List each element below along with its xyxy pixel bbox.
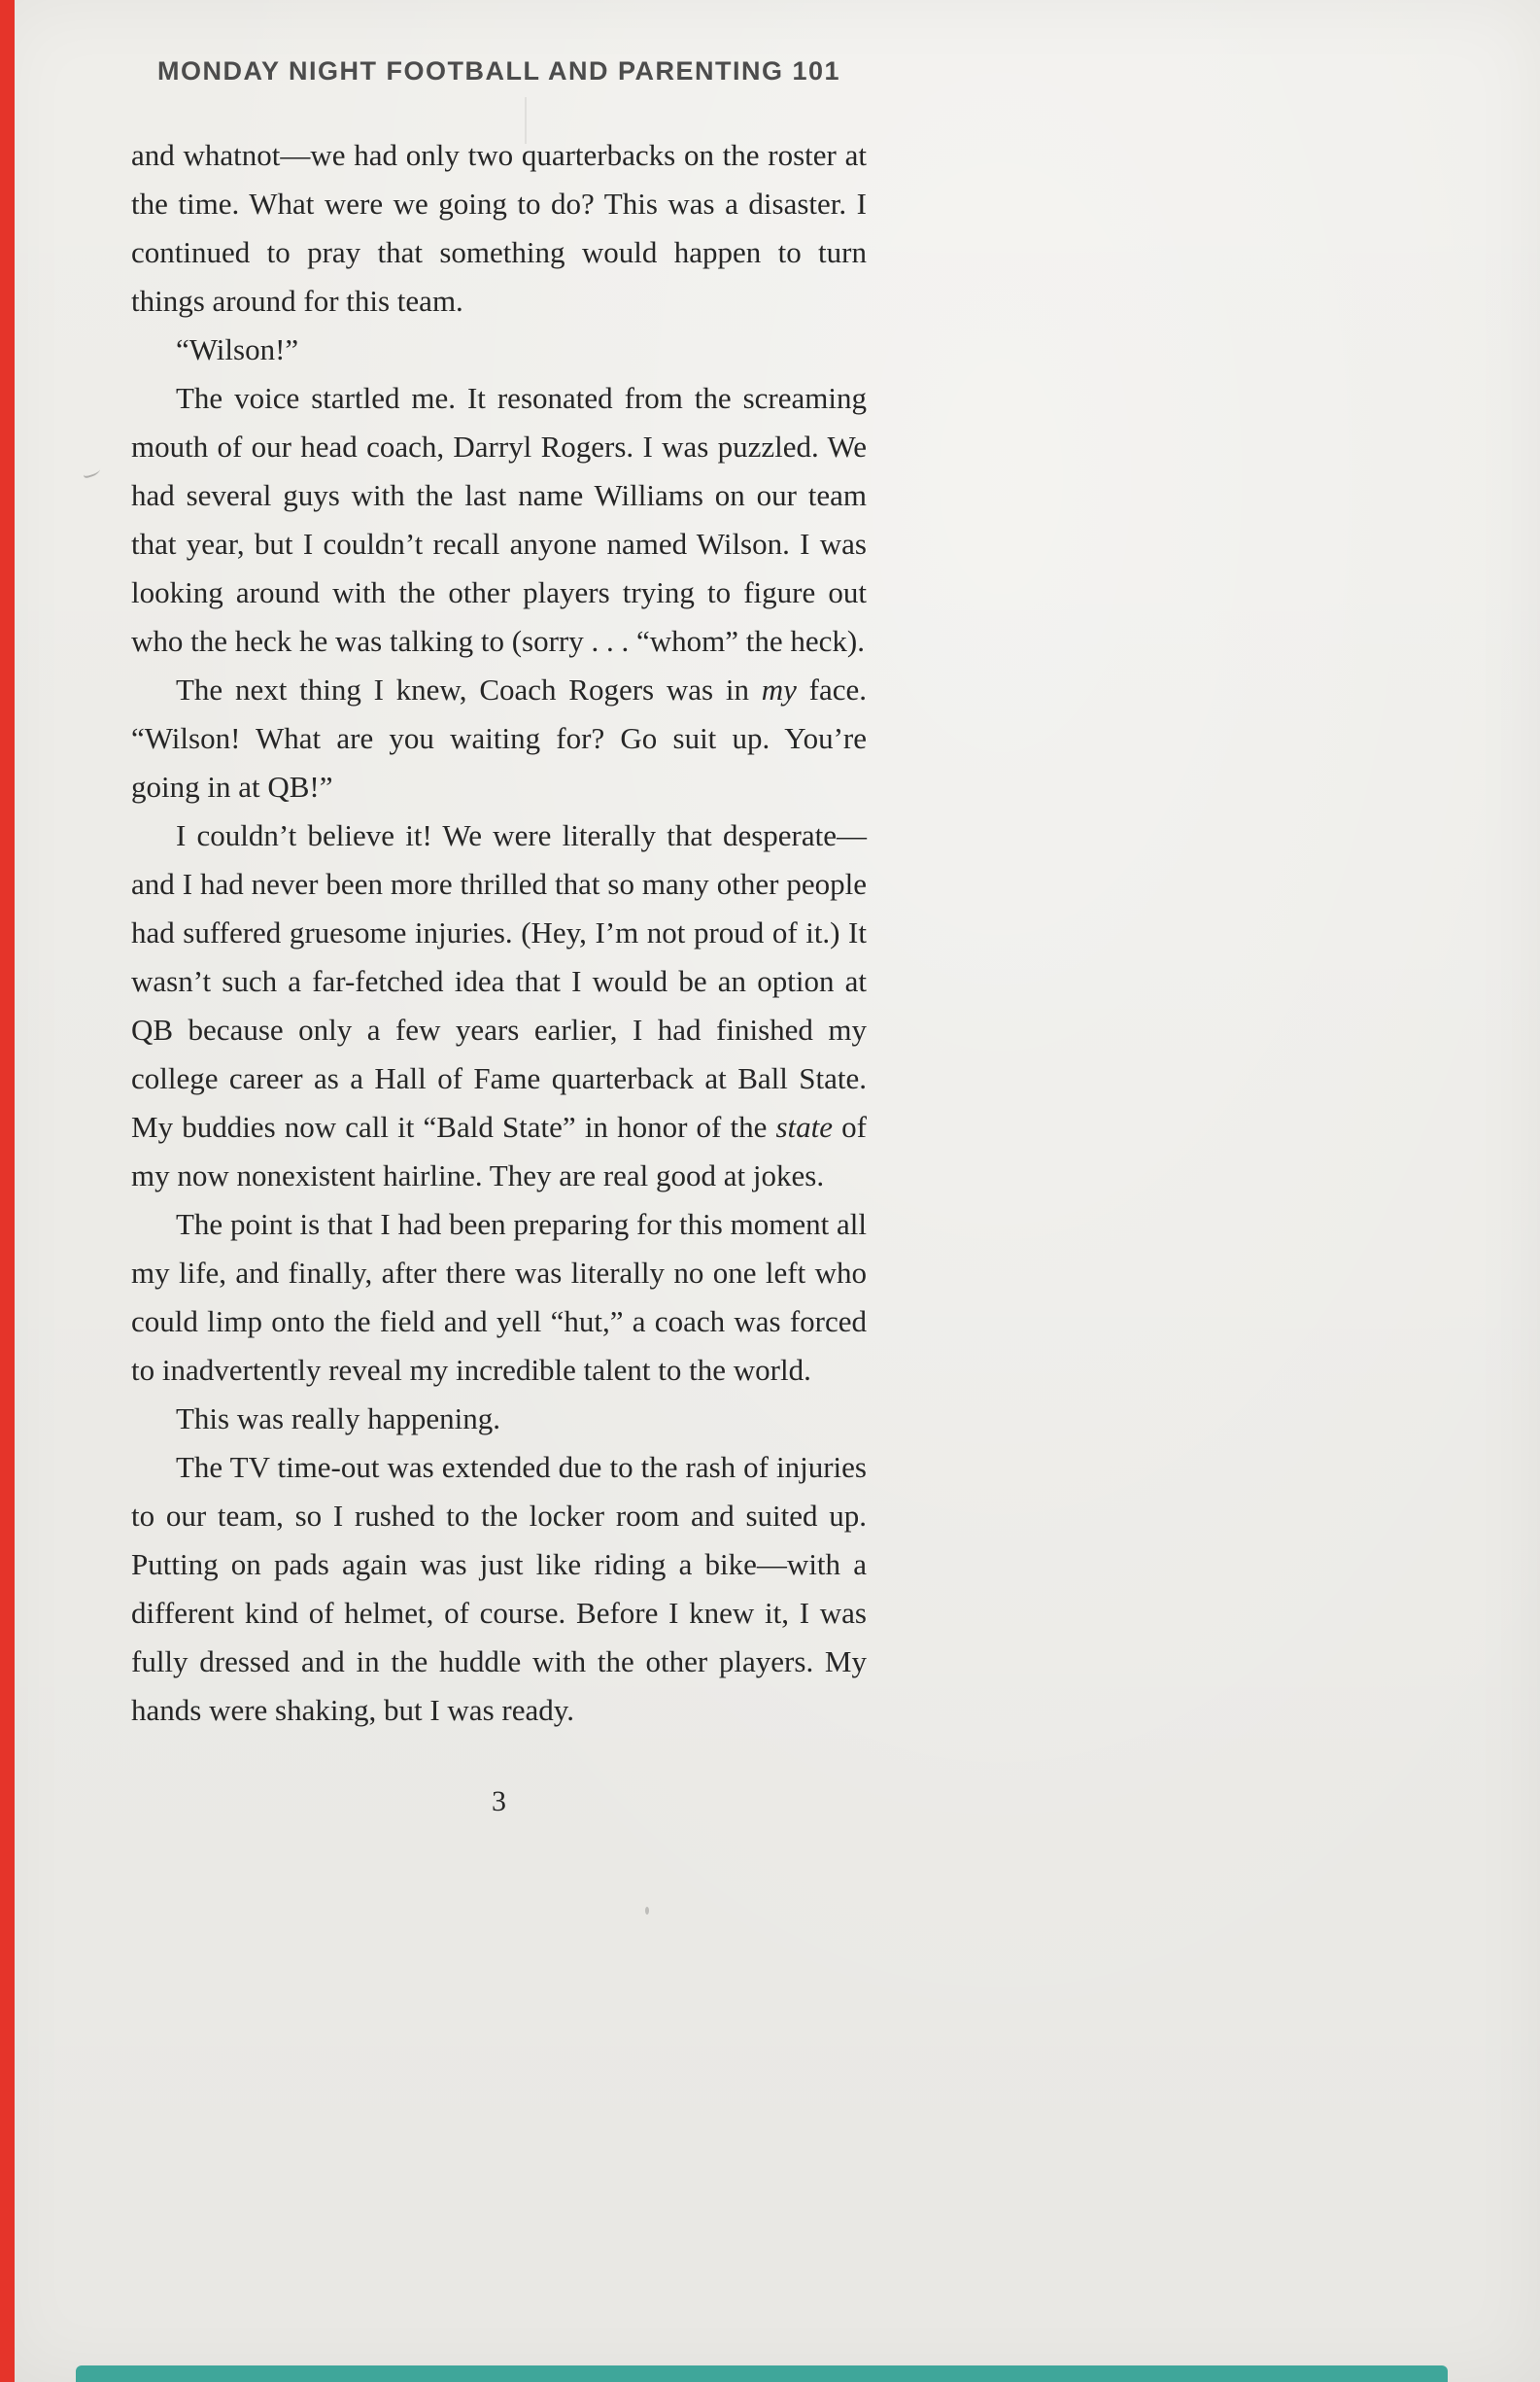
text-run: “Wilson!”	[176, 332, 299, 366]
text-column	[131, 0, 867, 1818]
paragraph	[131, 1395, 867, 1443]
paragraph	[131, 374, 867, 666]
page-body	[131, 131, 867, 1735]
paragraph	[131, 666, 867, 811]
text-run: face. “Wilson! What are you waiting for? Go suit up. You’re going in at QB!”	[131, 673, 867, 804]
bottom-edge-teal-strip	[76, 2365, 1448, 2382]
text-run: The TV time-out was extended due to the rash of injuries to our team, so I rushed to the locker room and suited up. Putting on pads again was just like riding a bike—with a different kind of helmet, of course. Before I knew it, I was fully dressed and in the huddle with the other players. My hands were shaking, but I was ready.	[131, 1450, 867, 1727]
paragraph	[131, 1443, 867, 1735]
running-header: MONDAY NIGHT FOOTBALL AND PARENTING 101	[156, 56, 841, 86]
italic-text-run: my	[761, 673, 797, 707]
paragraph	[131, 1200, 867, 1395]
paragraph	[131, 131, 867, 326]
scan-artifact-mark	[83, 461, 102, 479]
page-number: 3	[492, 1785, 506, 1817]
paragraph	[131, 326, 867, 374]
italic-text-run: state	[775, 1110, 834, 1144]
left-edge-red-strip	[0, 0, 15, 2382]
text-run: The next thing I knew, Coach Rogers was in	[176, 673, 762, 707]
text-run: of my now nonexistent hairline. They are real good at jokes.	[131, 1110, 868, 1192]
text-run: The point is that I had been preparing for this moment all my life, and finally, after there was literally no one left who could limp onto the field and yell “hut,” a coach was forced to inadvertently reveal my incredible talent to the world.	[131, 1207, 867, 1387]
text-run: This was really happening.	[176, 1401, 501, 1435]
text-run: and whatnot—we had only two quarterbacks on the roster at the time. What were we going to do? This was a disaster. I continued to pray that something would happen to turn things around for this team.	[131, 138, 867, 318]
scan-artifact-dot	[645, 1907, 649, 1915]
text-run: The voice startled me. It resonated from the screaming mouth of our head coach, Darryl Rogers. I was puzzled. We had several guys with the last name Williams on our team that year, but I couldn’t recall anyone named Wilson. I was looking around with the other players trying to figure out who the heck he was talking to (sorry . . . “whom” the heck).	[131, 381, 867, 658]
paragraph	[131, 811, 867, 1200]
text-run: I couldn’t believe it! We were literally that desperate—and I had never been more thrilled that so many other people had suffered gruesome injuries. (Hey, I’m not proud of it.) It wasn’t such a far-fetched idea that I would be an option at QB because only a few years earlier, I had finished my college career as a Hall of Fame quarterback at Ball State. My buddies now call it “Bald State” in honor of the	[131, 818, 867, 1144]
